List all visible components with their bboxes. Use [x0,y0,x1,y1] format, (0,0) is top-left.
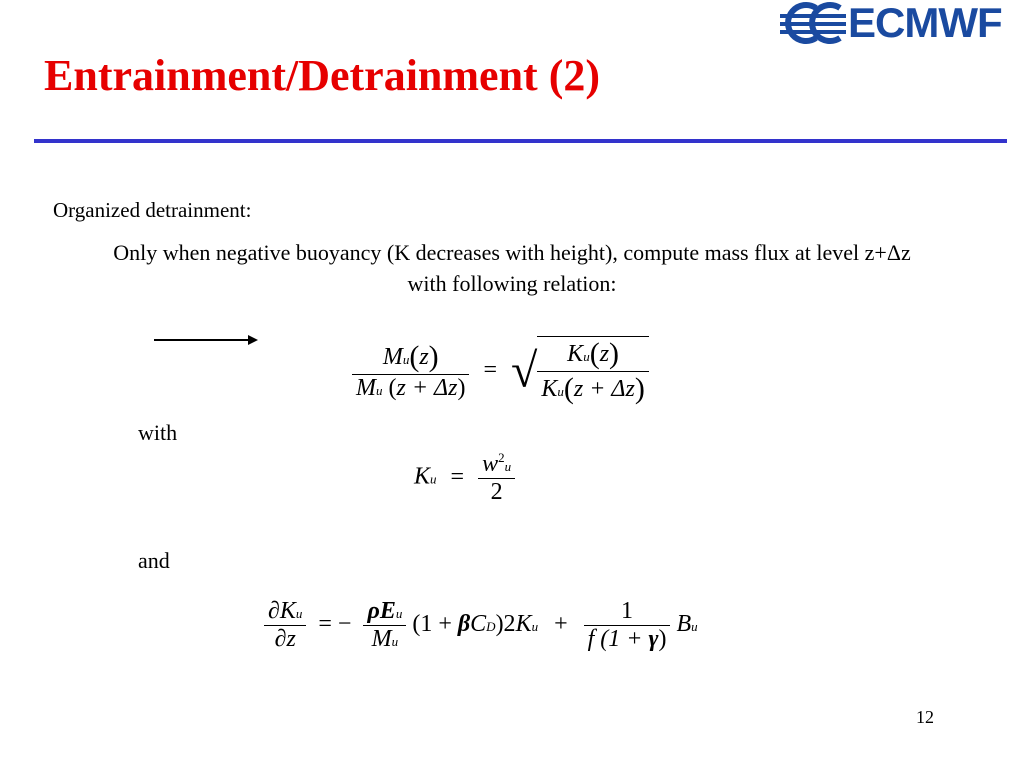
sqrt-symbol: √ [511,344,538,398]
ecmwf-logo-icon [778,0,848,46]
equation-mass-flux-ratio: $\frac{Mu(z)}{Mu (z + \Delta z)}$ = √ $\frac{Ku(z)}{Ku(z + \Delta z)}$ [352,336,649,406]
with-label: with [138,420,178,445]
mass-flux-fraction: $\frac{Mu(z)}{Mu (z + \Delta z)}$ [352,340,469,402]
body-line-2: with following relation: [407,271,617,296]
body-line-1: Only when negative buoyancy (K decreases with height), compute mass flux at level z+Δz [113,240,911,265]
slide-title: Entrainment/Detrainment (2) [44,51,601,100]
and-label: and [138,548,170,573]
page-number: 12 [916,707,934,727]
title-divider [34,139,1007,143]
logo-text: ECMWF [848,0,1002,46]
kinetic-energy-fraction: $\frac{Ku(z)}{Ku(z + \Delta z)}$ [537,336,648,406]
equation-kinetic-energy: Ku = $\frac{w^2u}{2}$ [414,450,515,506]
organized-detrainment-heading: Organized detrainment: [53,198,252,222]
arrow-icon [152,333,262,347]
ecmwf-logo [778,0,1020,46]
equation-kinetic-energy-tendency: $\frac{\partial Ku}{\partial z}$ = − $\frac{\text{ρEu}}{Mu}$ (1 + βCD)2Ku + $\frac{1}{f (1 + \gamma)}$ Bu [264,598,698,653]
